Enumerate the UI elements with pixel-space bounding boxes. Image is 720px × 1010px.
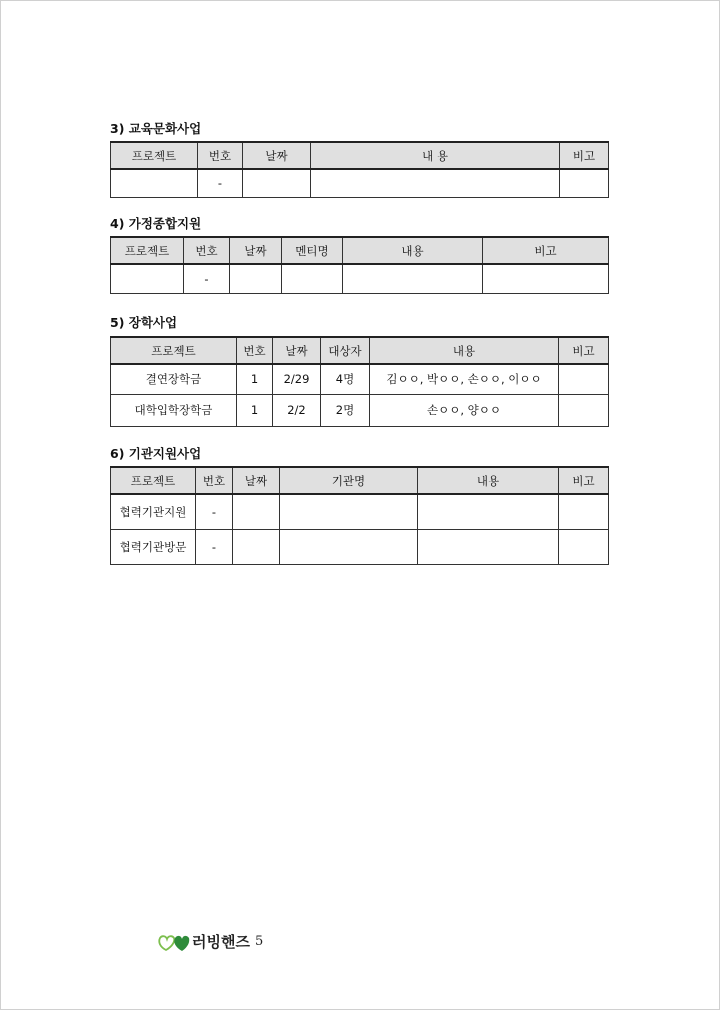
cell-project: 대학입학장학금 (111, 394, 237, 426)
col-header-mentee: 멘티명 (282, 237, 343, 264)
col-header-project: 프로젝트 (111, 337, 237, 364)
cell-mentee (282, 264, 343, 293)
col-header-number: 번호 (184, 237, 230, 264)
cell-date (243, 169, 311, 197)
cell-content (418, 494, 559, 529)
cell-number: - (198, 169, 243, 197)
cell-number: 1 (237, 364, 273, 394)
col-header-agency-name: 기관명 (280, 467, 418, 494)
table-row (111, 529, 609, 564)
col-header-date: 날짜 (273, 337, 321, 364)
table-scholarship (110, 336, 609, 427)
cell-number: - (196, 529, 233, 564)
col-header-number: 번호 (198, 142, 243, 169)
cell-agency-name (280, 529, 418, 564)
col-header-project: 프로젝트 (111, 467, 196, 494)
cell-recipients: 4명 (321, 364, 370, 394)
col-header-content: 내용 (370, 337, 559, 364)
col-header-content: 내 용 (311, 142, 560, 169)
col-header-number: 번호 (237, 337, 273, 364)
table-row (111, 364, 609, 394)
col-header-remarks: 비고 (483, 237, 609, 264)
col-header-content: 내용 (418, 467, 559, 494)
cell-number: - (184, 264, 230, 293)
cell-number: 1 (237, 394, 273, 426)
cell-content: 손ㅇㅇ, 양ㅇㅇ (370, 394, 559, 426)
cell-date (230, 264, 282, 293)
section-title-family: 4) 가정종합지원 (110, 216, 202, 231)
cell-remarks (560, 169, 609, 197)
table-row (111, 394, 609, 426)
cell-date: 2/2 (273, 394, 321, 426)
cell-agency-name (280, 494, 418, 529)
table-row (111, 494, 609, 529)
col-header-content: 내용 (343, 237, 483, 264)
section-title-agency: 6) 기관지원사업 (110, 446, 202, 461)
section-title-education: 3) 교육문화사업 (110, 121, 202, 136)
col-header-number: 번호 (196, 467, 233, 494)
col-header-remarks: 비고 (560, 142, 609, 169)
hands-heart-logo-icon (157, 930, 191, 952)
table-row (111, 264, 609, 293)
col-header-remarks: 비고 (559, 467, 609, 494)
cell-content: 김ㅇㅇ, 박ㅇㅇ, 손ㅇㅇ, 이ㅇㅇ (370, 364, 559, 394)
cell-content (311, 169, 560, 197)
cell-project (111, 169, 198, 197)
section-title-scholarship: 5) 장학사업 (110, 315, 178, 330)
col-header-project: 프로젝트 (111, 142, 198, 169)
footer (157, 930, 263, 952)
logo-text: 러빙핸즈 (192, 932, 250, 951)
cell-project: 협력기관지원 (111, 494, 196, 529)
table-agency (110, 466, 609, 565)
cell-project: 결연장학금 (111, 364, 237, 394)
logo-dark-heart (174, 936, 189, 951)
cell-remarks (559, 364, 609, 394)
cell-recipients: 2명 (321, 394, 370, 426)
table-education (110, 141, 609, 198)
col-header-date: 날짜 (243, 142, 311, 169)
cell-number: - (196, 494, 233, 529)
page-number: 5 (254, 933, 264, 949)
cell-date: 2/29 (273, 364, 321, 394)
col-header-date: 날짜 (233, 467, 280, 494)
col-header-recipients: 대상자 (321, 337, 370, 364)
cell-remarks (483, 264, 609, 293)
cell-content (418, 529, 559, 564)
cell-project (111, 264, 184, 293)
col-header-date: 날짜 (230, 237, 282, 264)
cell-remarks (559, 529, 609, 564)
table-row (111, 169, 609, 197)
col-header-remarks: 비고 (559, 337, 609, 364)
col-header-project: 프로젝트 (111, 237, 184, 264)
cell-content (343, 264, 483, 293)
cell-remarks (559, 494, 609, 529)
cell-date (233, 529, 280, 564)
cell-date (233, 494, 280, 529)
cell-remarks (559, 394, 609, 426)
table-family (110, 236, 609, 294)
logo-light-hand (159, 936, 174, 950)
cell-project: 협력기관방문 (111, 529, 196, 564)
